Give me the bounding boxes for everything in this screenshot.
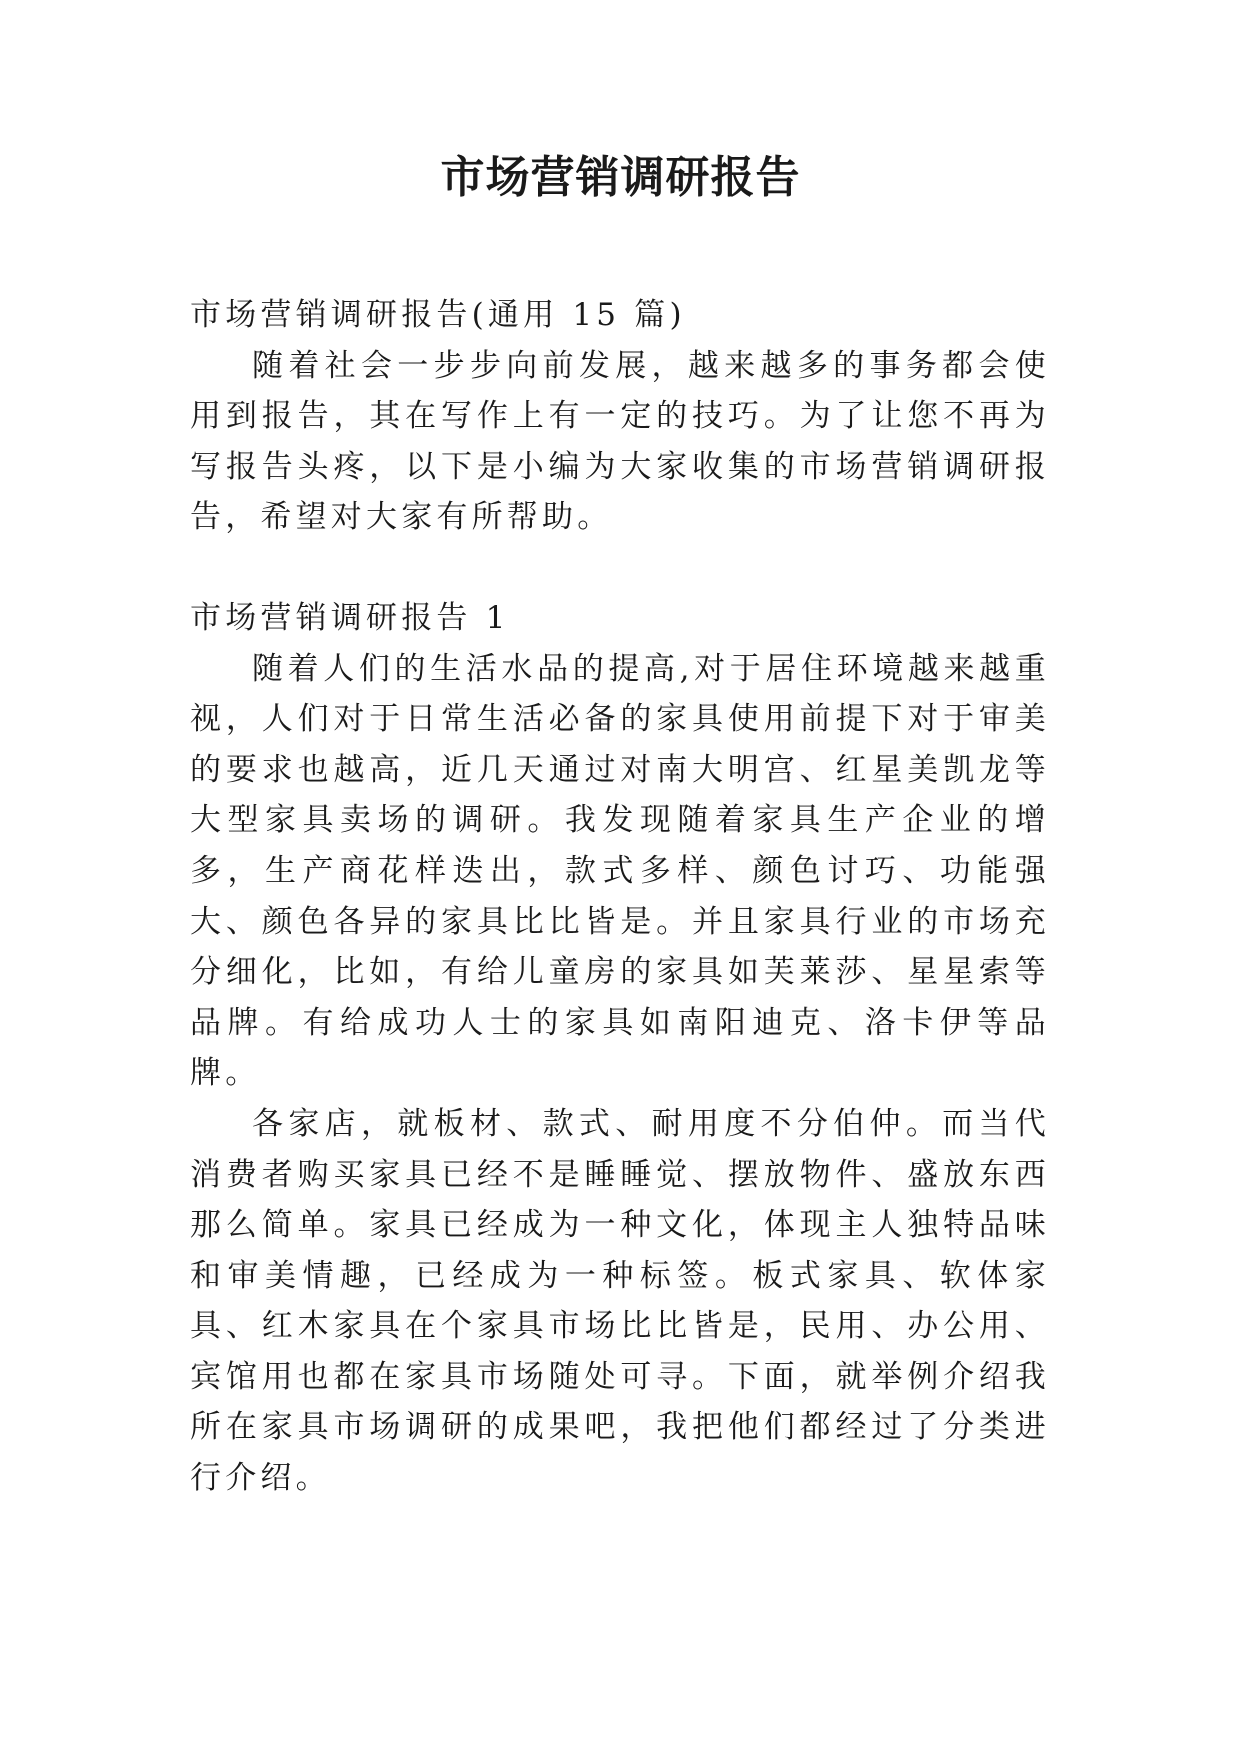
document-title: 市场营销调研报告: [440, 152, 801, 203]
section-spacer: [190, 543, 1050, 593]
section-paragraph: 各家店，就板材、款式、耐用度不分伯仲。而当代消费者购买家具已经不是睡睡觉、摆放物件、盛放东西那么简单。家具已经成为一种文化，体现主人独特品味和审美情趣，已经成为一种标签。板式家具、软体家具、红木家具在个家具市场比比皆是，民用、办公用、宾馆用也都在家具市场随处可寻。下面，就举例介绍我所在家具市场调研的成果吧，我把他们都经过了分类进行介绍。: [190, 1105, 1050, 1497]
section-heading: 市场营销调研报告 1: [190, 599, 510, 636]
intro-paragraph: 随着社会一步步向前发展，越来越多的事务都会使用到报告，其在写作上有一定的技巧。为了让您不再为写报告头疼，以下是小编为大家收集的市场营销调研报告，希望对大家有所帮助。: [190, 347, 1050, 536]
document-subtitle: 市场营销调研报告(通用 15 篇): [190, 297, 686, 333]
document-body: [190, 290, 1050, 1504]
section-paragraph: 随着人们的生活水品的提高,对于居住环境越来越重视，人们对于日常生活必备的家具使用前提下对于审美的要求也越高，近几天通过对南大明宫、红星美凯龙等大型家具卖场的调研。我发现随着家具生产企业的增多，生产商花样迭出，款式多样、颜色讨巧、功能强大、颜色各异的家具比比皆是。并且家具行业的市场充分细化，比如，有给儿童房的家具如芙莱莎、星星索等品牌。有给成功人士的家具如南阳迪克、洛卡伊等品牌。: [190, 650, 1050, 1092]
